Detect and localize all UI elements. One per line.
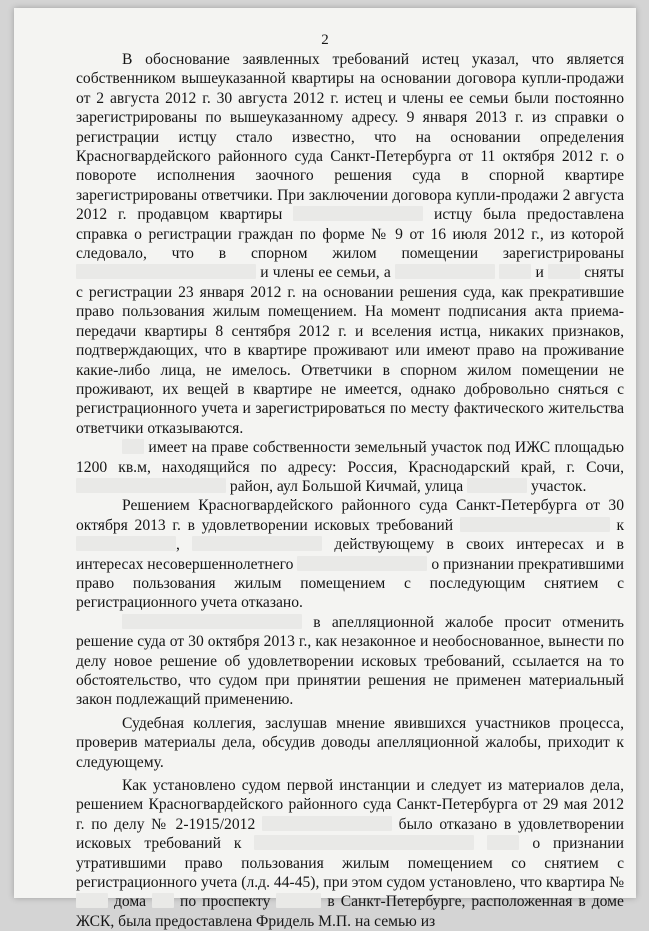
redacted-name xyxy=(254,835,474,850)
redacted-name xyxy=(395,264,495,279)
text-fragment: и xyxy=(535,264,544,282)
text-fragment: Решением Красногвардейского районного суда Санкт-Петербурга от 30 октября 2013 г. в удовлетворении исковых требований xyxy=(76,497,624,534)
text-fragment: дома xyxy=(113,893,147,911)
redacted-name xyxy=(192,536,322,551)
text-fragment: и члены ее семьи, а xyxy=(260,264,391,282)
redacted-name xyxy=(276,893,321,908)
paragraph-established xyxy=(76,776,624,931)
paragraph-appeal xyxy=(76,613,624,710)
text-fragment: действующему в своих интересах и в интересах несовершеннолетнего xyxy=(76,536,624,573)
redacted-name xyxy=(122,614,302,629)
text-fragment: было отказано в удовлетворении исковых требований к xyxy=(76,815,625,853)
redacted-name xyxy=(548,264,580,279)
text-fragment: район, аул Большой Кичмай, улица xyxy=(229,477,464,495)
redacted-name xyxy=(76,478,226,493)
text-fragment: Судебная коллегия, заслушав мнение явившихся участников процесса, проверив материалы дела, обсудив доводы апелляционной жалобы, приходит к следующему. xyxy=(76,714,624,771)
text-fragment: истцу была предоставлена справка о регистрации граждан по форме № 9 от 16 июля 2012 г., из которой следовало, что в спорном жилом помещении зарегистрированы xyxy=(76,206,624,263)
redacted-name xyxy=(293,206,423,221)
paragraph-land xyxy=(76,438,624,496)
paragraph-decision xyxy=(76,496,624,612)
paragraph-claim xyxy=(76,50,624,438)
document-body xyxy=(76,50,624,931)
page-number: 2 xyxy=(321,32,329,48)
text-fragment: к xyxy=(616,516,625,534)
redacted-name xyxy=(262,816,392,831)
text-fragment: . xyxy=(582,477,587,495)
text-fragment: имеет на праве собственности земельный участок под ИЖС площадью 1200 кв.м, находящийся по адресу: Россия, Краснодарский край, г. Сочи, xyxy=(76,439,625,476)
text-fragment: в апелляционной жалобе просит отменить решение суда от 30 октября 2013 г., как незаконное и необоснованное, вынести по делу новое решение об удовлетворении исковых требований, ссылается на то обстоятельство, что судом при принятии решения не применен материальный закон подлежащий применению. xyxy=(76,613,624,709)
redacted-name xyxy=(122,439,144,454)
text-fragment: о признании утратившими право пользования жилым помещением со снятием с регистрационного учета (л.д. 44-45), при этом судом установлено, что квартира № xyxy=(76,835,624,892)
redacted-name xyxy=(76,264,256,279)
text-fragment: по проспекту xyxy=(180,893,271,911)
text-fragment: В обоснование заявленных требований истец указал, что является собственником вышеуказанной квартиры на основании договора купли-продажи от 2 августа 2012 г. 30 августа 2012 г. истец и члены ее семьи были постоянно зарегистрированы по вышеуказанному адресу. 9 января 2013 г. из справки о регистрации истцу стало известно, что на основании определения Красногвардейского районного суда Санкт-Петербурга от 11 октября 2012 г. о повороте исполнения заочного решения суда в спорной квартире зарегистрированы ответчики. При заключении договора купли-продажи 2 августа 2012 г. продавцом квартиры xyxy=(76,51,624,224)
document-page xyxy=(14,8,636,930)
redacted-name xyxy=(152,893,174,908)
text-fragment: сняты с регистрации 23 января 2012 г. на основании решения суда, как прекратившие право пользования жилым помещением. На момент подписания акта приема-передачи квартиры 8 сентября 2012 г. и вселения истца, никаких признаков, подтверждающих, что в квартире проживают или имеют право на проживание какие-либо лица, не имелось. Ответчики в спорном жилом помещении не проживают, их вещей в квартире не имеется, однако добровольно сняться с регистрационного учета и зарегистрироваться по месту фактического жительства ответчики отказываются. xyxy=(76,264,624,437)
text-fragment: участок xyxy=(531,477,583,495)
redacted-name xyxy=(487,835,519,850)
paragraph-collegium xyxy=(76,714,624,772)
text-fragment: в Санкт-Петербурге, расположенная в доме ЖСК, была предоставлена Фридель М.П. на семью из xyxy=(76,893,624,930)
redacted-name xyxy=(76,536,176,551)
redacted-name xyxy=(76,893,108,908)
redacted-name xyxy=(467,478,527,493)
redacted-name xyxy=(499,264,531,279)
text-fragment: , xyxy=(176,536,180,554)
text-fragment: Как установлено судом первой инстанции и следует из материалов дела, решением Красногвардейского районного суда Санкт-Петербурга от 29 мая 2012 г. по делу № 2-1915/2012 xyxy=(76,777,624,833)
text-fragment: о признании прекратившими право пользования жилым помещением с последующим снятием с регистрационного учета отказано. xyxy=(76,555,624,612)
redacted-name xyxy=(460,517,610,532)
redacted-name xyxy=(297,556,427,571)
